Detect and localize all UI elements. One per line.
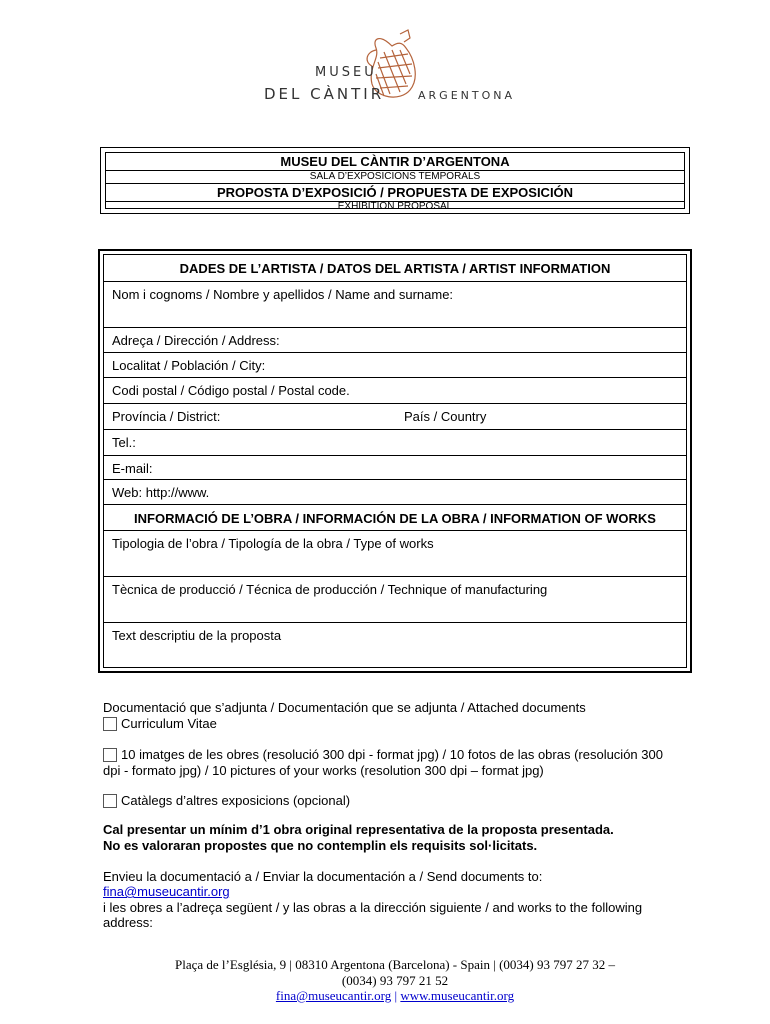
logo-text-argentona: ARGENTONA [418,89,516,102]
name-field[interactable]: Nom i cognoms / Nombre y apellidos / Name and surname: [104,282,686,328]
footer-links [100,988,690,1004]
footer-separator: | [394,988,398,1003]
footer-address: Plaça de l’Església, 9 | 08310 Argentona (Barcelona) - Spain | (0034) 93 797 27 32 – [174,957,615,972]
proposal-form [98,249,692,673]
header-proposal-en: EXHIBITION PROPOSAL [337,201,453,212]
tel-field[interactable]: Tel.: [104,430,686,456]
museum-logo [260,28,520,108]
city-field[interactable]: Localitat / Población / City: [104,353,686,378]
images-label-cont: dpi - formato jpg) / 10 pictures of your works (resolution 300 dpi – format jpg) [103,763,544,778]
send-email-link[interactable]: fina@museucantir.org [103,884,230,899]
footer-web-link[interactable]: www.museucantir.org [400,988,515,1003]
cv-label: Curriculum Vitae [121,716,217,731]
images-option [103,747,663,762]
footer-fax: (0034) 93 797 21 52 [341,973,449,988]
send-works-text-cont: address: [103,915,153,930]
footer-email-link[interactable]: fina@museucantir.org [275,988,392,1003]
header-title: MUSEU DEL CÀNTIR D’ARGENTONA [106,153,684,171]
notice-line-2: No es valoraran propostes que no contemplin els requisits sol·licitats. [103,838,538,853]
artist-section-heading: DADES DE L’ARTISTA / DATOS DEL ARTISTA / ARTIST INFORMATION [104,255,686,282]
email-field[interactable]: E-mail: [104,456,686,480]
technique-field[interactable]: Tècnica de producció / Técnica de producción / Technique of manufacturing [104,577,686,623]
images-checkbox[interactable] [103,748,117,762]
images-label: 10 imatges de les obres (resolució 300 dpi - format jpg) / 10 fotos de las obras (resolución 300 [121,747,663,762]
postal-code-field[interactable]: Codi postal / Código postal / Postal code. [104,378,686,404]
address-field[interactable]: Adreça / Dirección / Address: [104,328,686,353]
send-works-text: i les obres a l’adreça següent / y las obras a la dirección siguiente / and works to the following [103,900,643,915]
documents-intro: Documentació que s’adjunta / Documentación que se adjunta / Attached documents [103,700,586,715]
send-email-row [103,884,230,899]
cv-option [103,716,217,731]
catalogs-option [103,793,350,808]
header-box [100,147,690,214]
country-label: País / Country [404,409,487,424]
province-country-row[interactable] [104,404,686,430]
logo-text-museu: MUSEU [315,65,377,80]
logo-text-cantir: DEL CÀNTIR [264,85,385,103]
header-proposal: PROPOSTA D’EXPOSICIÓ / PROPUESTA DE EXPOSICIÓN [106,184,684,202]
cv-checkbox[interactable] [103,717,117,731]
send-documents-text: Envieu la documentació a / Enviar la documentación a / Send documents to: [103,869,543,884]
province-label: Província / District: [112,409,221,424]
web-field[interactable]: Web: http://www. [104,480,686,505]
catalogs-label: Catàlegs d’altres exposicions (opcional) [121,793,351,808]
notice-line-1: Cal presentar un mínim d’1 obra original representativa de la proposta presentada. [103,822,614,837]
catalogs-checkbox[interactable] [103,794,117,808]
works-section-heading: INFORMACIÓ DE L’OBRA / INFORMACIÓN DE LA OBRA / INFORMATION OF WORKS [104,505,686,531]
description-field[interactable]: Text descriptiu de la proposta [112,628,282,643]
header-subtitle: SALA D’EXPOSICIONS TEMPORALS [106,171,684,184]
works-type-field[interactable]: Tipologia de l’obra / Tipología de la obra / Type of works [104,531,686,577]
